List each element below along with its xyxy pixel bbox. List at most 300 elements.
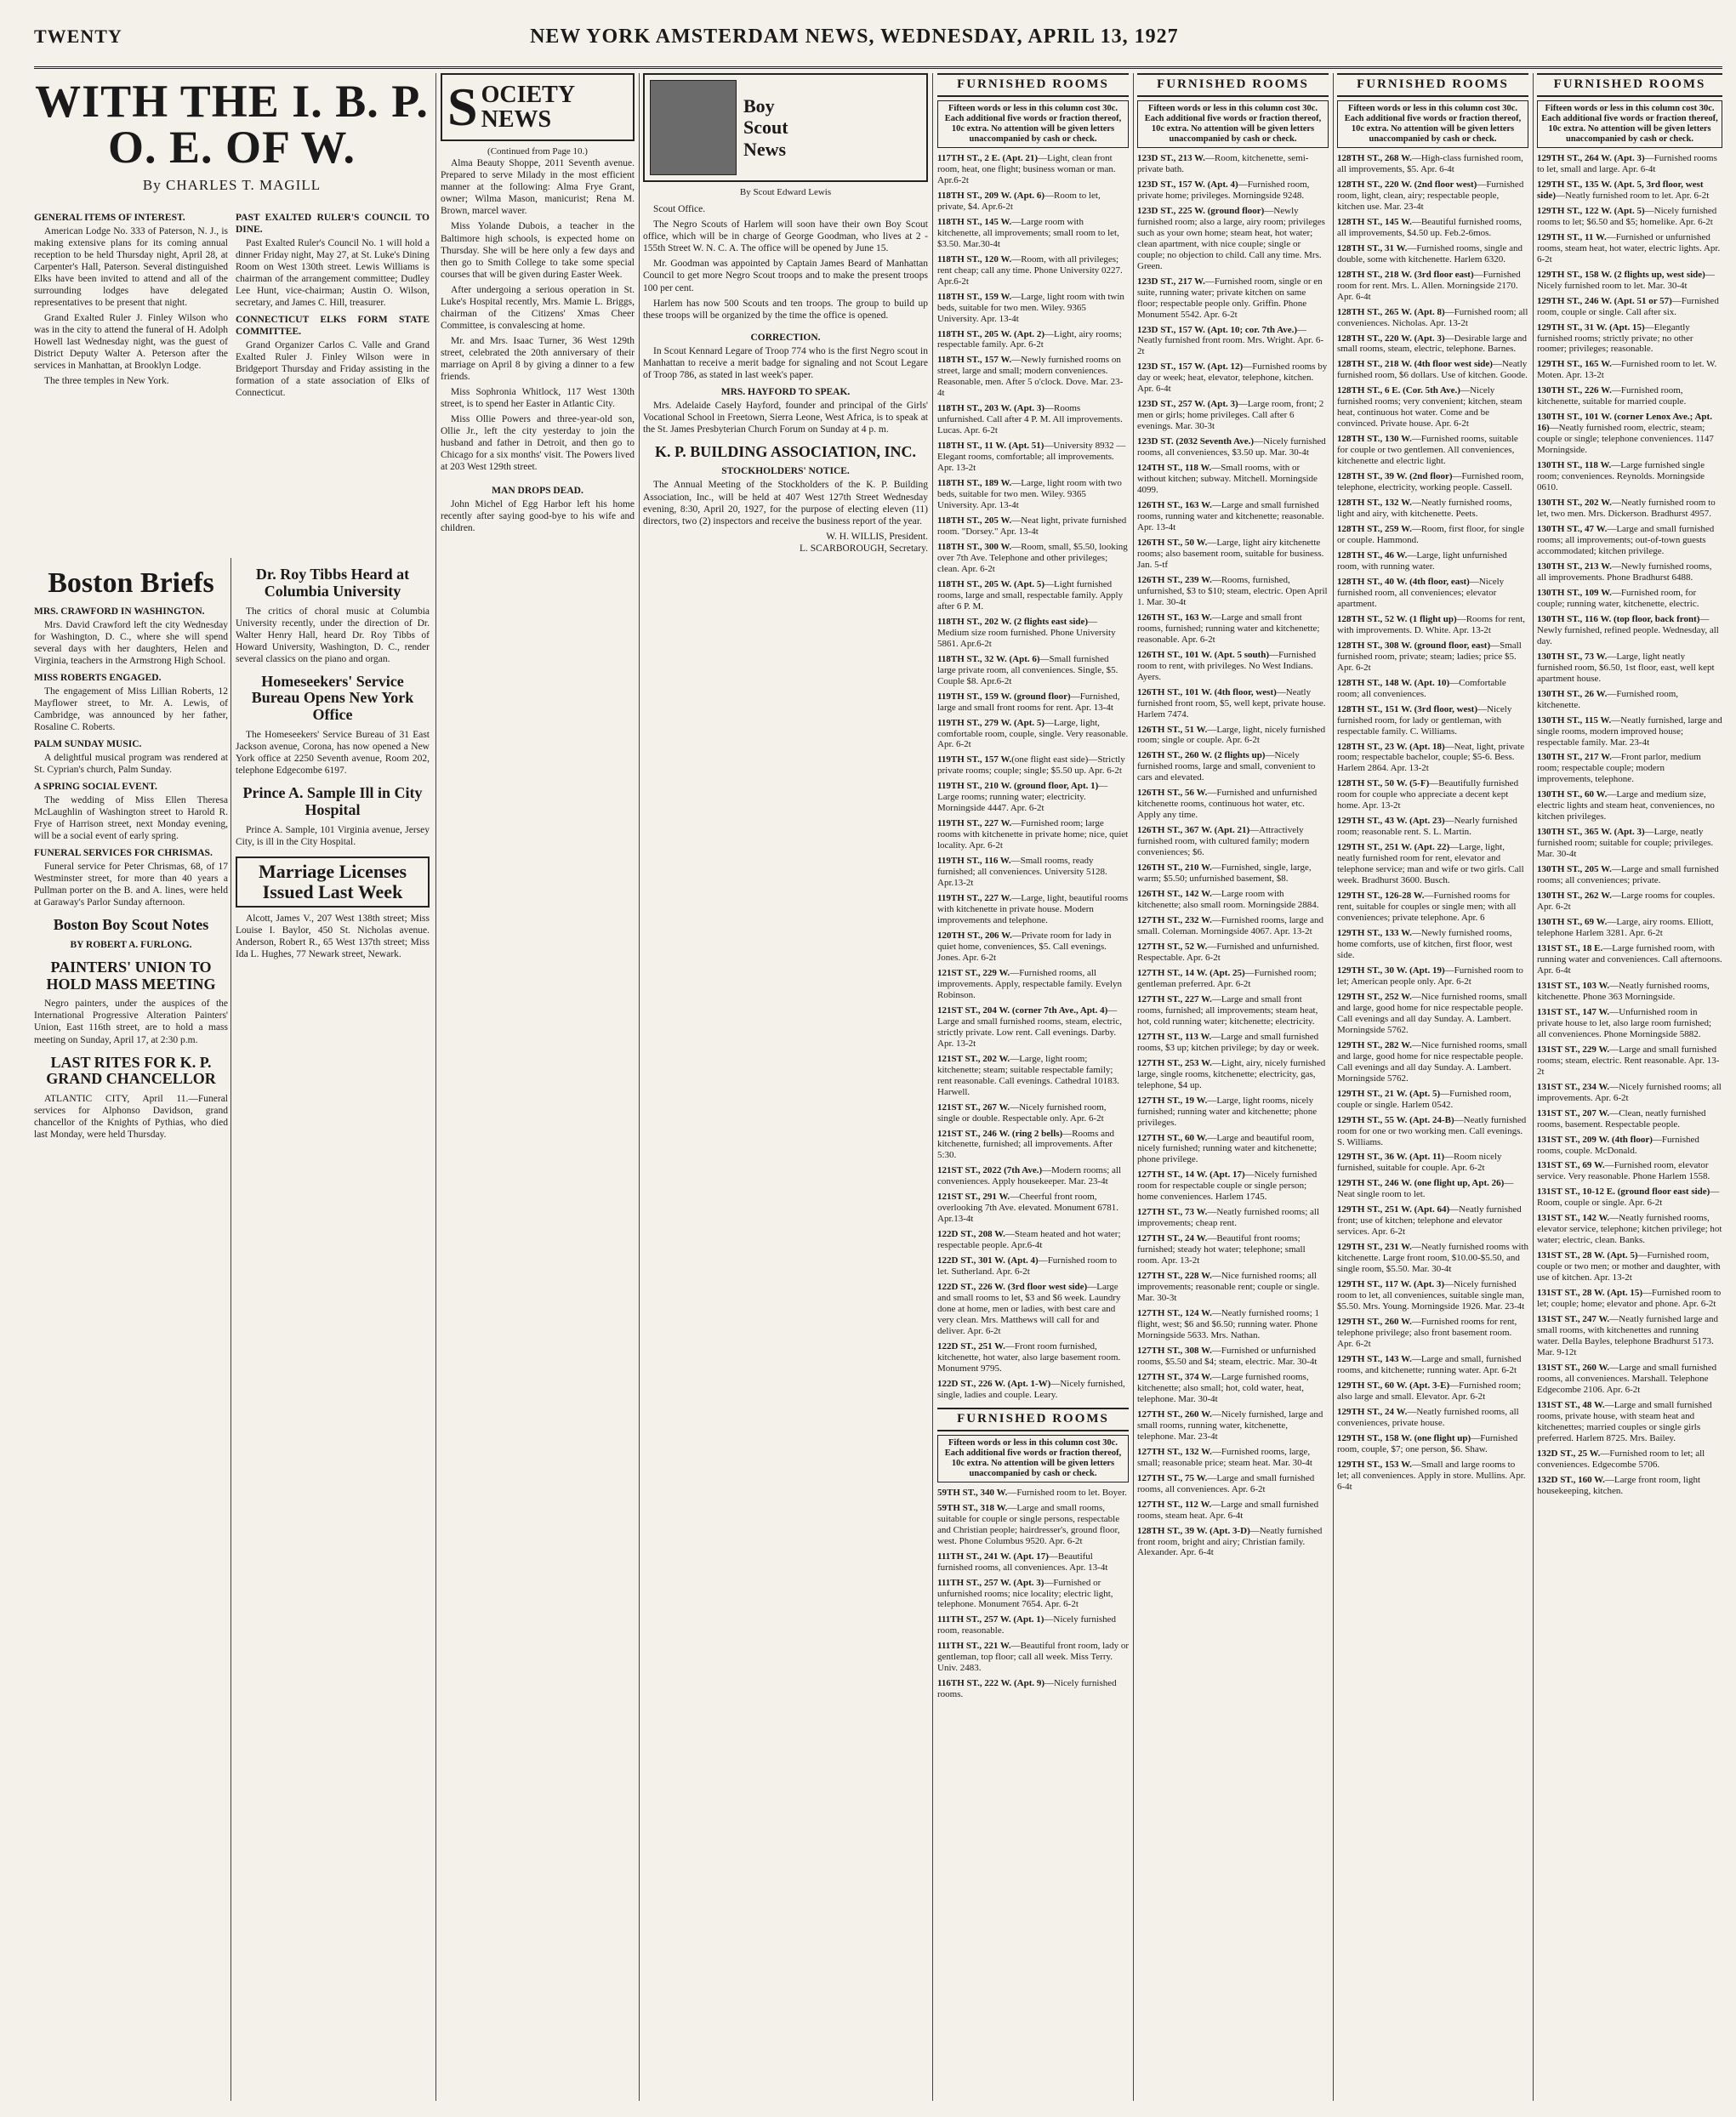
homeseekers-heading: Homeseekers' Service Bureau Opens New York Office <box>251 672 414 724</box>
classified-ad-text: —Furnished, large and small front rooms for rent. Apr. 13-4t <box>937 691 1120 713</box>
classified-ad-address: 129TH ST., 30 W. (Apt. 19) <box>1337 965 1445 976</box>
classified-ad-text: —Furnished room, for couple; running water, kitchenette, electric. <box>1537 587 1699 609</box>
classified-ad <box>937 1102 1129 1124</box>
classified-ad <box>1537 917 1722 939</box>
classified-ad-text: —Neat, light, private room; respectable bachelor, couple; $5-6. Bess. Harlem 2864. Apr. 13-2t <box>1337 741 1525 774</box>
classified-ad-address: 127TH ST., 19 W. <box>1137 1095 1208 1106</box>
sample-paragraph: Prince A. Sample, 101 Virginia avenue, Jersey City, is ill in the City Hospital. <box>236 824 430 847</box>
classified-ad-text: —Large and small front rooms, furnished; running water and kitchenette; reasonable. Apr. 6-2t <box>1137 612 1320 645</box>
classified-ad <box>1337 359 1528 381</box>
classified-ad-text: —Small furnished large private room, all conveniences. Single, $5. Couple $8. Apr.6-2t <box>937 653 1118 686</box>
classified-ad <box>1137 1500 1329 1522</box>
classified-ad <box>1537 1213 1722 1246</box>
classified-ad <box>1137 1271 1329 1304</box>
classified-ad-text: —Furnished room; all conveniences. Nicholas. Apr. 13-2t <box>1337 306 1528 328</box>
classified-ad <box>1337 307 1528 329</box>
rites-heading: LAST RITES FOR K. P. GRAND CHANCELLOR <box>46 1053 216 1088</box>
classified-ad <box>1537 1400 1722 1444</box>
classified-ad-address: 116TH ST., 222 W. (Apt. 9) <box>937 1678 1045 1689</box>
classified-ad-address: 131ST ST., 247 W. <box>1537 1314 1610 1325</box>
classified-ad-address: 122D ST., 226 W. (Apt. 1-W) <box>937 1378 1051 1389</box>
classified-ad-text: —Large and small furnished rooms, private house, with steam heat and kitchenettes; married couples or single girls preferred. Harlem 8725. Mrs. Bailey. <box>1537 1399 1712 1443</box>
classified-ad-address: 130TH ST., 118 W. <box>1537 460 1612 471</box>
classified-ad-text: —Neatly furnished room to let, two men. Mrs. Dickerson. Bradhurst 4957. <box>1537 498 1716 520</box>
classified-ad <box>1337 217 1528 239</box>
classified-ad-address: 128TH ST., 130 W. <box>1337 434 1412 445</box>
classified-ad-address: 118TH ST., 157 W. <box>937 355 1012 366</box>
classified-ad-text: —Elegantly furnished rooms; strictly private; no other roomer; privileges; reasonable. <box>1537 322 1693 355</box>
classified-ad-address: 128TH ST., 220 W. (2nd floor west) <box>1337 179 1477 190</box>
classified-ad-address: 121ST ST., 246 W. (ring 2 bells) <box>937 1128 1063 1139</box>
classified-ad-text: —Furnished room, couple or single. Call after six. <box>1537 295 1719 317</box>
classified-ad-address: 127TH ST., 132 W. <box>1137 1446 1212 1457</box>
correction-heading: CORRECTION. <box>750 332 821 343</box>
classified-ad <box>1137 1372 1329 1405</box>
classified-ad-text: —Furnished room, couple, $7; one person, $6. Shaw. <box>1337 1432 1518 1454</box>
classified-ad <box>937 718 1129 751</box>
classified-ad-text: —Furnished rooms, large, small; reasonable price; steam heat. Mar. 30-4t <box>1137 1446 1312 1468</box>
society-news-banner <box>441 73 635 141</box>
classified-ad <box>1537 1044 1722 1078</box>
elks-subhead: PAST EXALTED RULER'S COUNCIL TO DINE. <box>236 212 430 235</box>
classified-ad-text: —Nicely furnished room, reasonable. <box>937 1614 1117 1636</box>
classified-ad-text: —Nicely furnished room for respectable couple or single person; home conveniences. Harlem 1745. <box>1137 1169 1318 1203</box>
classified-ad <box>1137 994 1329 1027</box>
classified-ad-text: —Nicely furnished room to let. Mar. 30-4t <box>1537 269 1715 291</box>
classified-ad <box>1537 1363 1722 1396</box>
classified-ad-text: —Neatly furnished room for one or two working men. Call evenings. S. Williams. <box>1337 1114 1527 1147</box>
classified-ad <box>1537 943 1722 976</box>
classified-ad <box>937 754 1129 777</box>
classified-ad-address: 128TH ST., 218 W. (4th floor west side) <box>1337 359 1493 370</box>
classified-ad <box>1537 827 1722 860</box>
classified-ad-address: 121ST ST., 204 W. (corner 7th Ave., Apt. 4) <box>937 1004 1108 1016</box>
classified-ad-text: —Furnished room to let. Sutherland. Apr. 6-2t <box>937 1255 1117 1278</box>
classified-ad-address: 127TH ST., 14 W. (Apt. 17) <box>1137 1169 1245 1181</box>
classified-rates: Fifteen words or less in this column cost 30c. Each additional five words or fraction thereof, 10c extra. No attention will be given letters unaccompanied by cash or check. <box>1337 100 1528 148</box>
classified-ad-text: —Large and small furnished rooms; steam, electric. Rent reasonable. Apr. 13-2t <box>1537 1044 1720 1077</box>
classified-ad-address: 128TH ST., 259 W. <box>1337 524 1412 535</box>
classified-ad-text: —Large, light, beautiful rooms with kitchenette in private house. Modern improvements and telephone. <box>937 893 1129 926</box>
classified-ad <box>937 1488 1129 1499</box>
society-paragraph: Miss Yolande Dubois, a teacher in the Baltimore high schools, is expected home on Thursday. She will be here only a few days and then go to Smith College to take some special courses that will be given during Easter Week. <box>441 221 635 280</box>
classified-ad-address: 118TH ST., 145 W. <box>937 216 1012 227</box>
classified-ad-address: 129TH ST., 158 W. (one flight up) <box>1337 1432 1471 1443</box>
classified-ad-address: 129TH ST., 165 W. <box>1537 359 1612 370</box>
classified-ad-text: —Furnished rooms for rent, telephone privilege; also front basement room. Apr. 6-2t <box>1337 1317 1517 1349</box>
boston-scout-byline: BY ROBERT A. FURLONG. <box>70 939 192 950</box>
classified-ad-text: —Rooms for rent, with improvements. D. White. Apr. 13-2t <box>1337 613 1526 635</box>
classified-ad <box>1337 1354 1528 1376</box>
classified-ad-address: 59TH ST., 318 W. <box>937 1502 1008 1513</box>
classified-ad-text: —Attractively furnished room, with cultured family; modern conveniences; $6. <box>1137 825 1310 858</box>
classified-ad <box>1537 1187 1722 1209</box>
elks-paragraph: Grand Organizer Carlos C. Valle and Grand Exalted Ruler J. Finley Wilson were in Bridgeport Thursday and Friday assisting in the formation of a state association of Elks of Connecticut. <box>236 339 430 398</box>
classified-ad <box>1337 742 1528 775</box>
classified-ad <box>1537 588 1722 610</box>
classified-ad-address: 128TH ST., 148 W. (Apt. 10) <box>1337 677 1450 688</box>
scout-column <box>643 73 928 2101</box>
classified-ad-address: 130TH ST., 73 W. <box>1537 651 1608 662</box>
painters-heading: PAINTERS' UNION TO HOLD MASS MEETING <box>46 958 216 993</box>
boston-paragraph: Mrs. David Crawford left the city Wednesday for Washington, D. C., where she will spend several days with her daughters, Helen and Virginia, teachers in the Armstrong High School. <box>34 619 228 666</box>
classified-ad-text: —Newly furnished room; also a large, airy room; privileges such as your own home; steam heat, hot water; clean apartment, with nice couple; single or couple; no objection to child. Call any time. Mrs. Green. <box>1137 205 1325 271</box>
classified-ad <box>1337 992 1528 1036</box>
classified-ad-address: 117TH ST., 2 E. (Apt. 21) <box>937 152 1039 163</box>
classified-ad <box>1337 498 1528 520</box>
classified-ad <box>1337 153 1528 175</box>
classified-ad-address: 118TH ST., 203 W. (Apt. 3) <box>937 403 1045 414</box>
classified-ad-text: —Furnished room; large rooms with kitchenette in private home; nice, quiet locality. Apr. 6-2t <box>937 818 1129 851</box>
classified-ad-text: —Large front room, light housekeeping, kitchen. <box>1537 1474 1701 1496</box>
classified-ad <box>1137 750 1329 783</box>
classified-ad-text: —Large, light unfurnished room, with running water. <box>1337 549 1507 572</box>
classified-ad <box>937 893 1129 926</box>
classified-ad <box>1537 524 1722 557</box>
classified-ad-address: 129TH ST., 36 W. (Apt. 11) <box>1337 1152 1445 1163</box>
masthead-title: NEW YORK AMSTERDAM NEWS, WEDNESDAY, APRIL 13, 1927 <box>530 26 1179 48</box>
classified-ad-text: —Furnished room to let; couple; home; elevator and phone. Apr. 6-2t <box>1537 1288 1722 1310</box>
classified-ad-text: —Beautiful front room, lady or gentleman, top floor; call all week. Miss Terry. Univ. 2483. <box>937 1641 1129 1674</box>
classified-ad-address: 130TH ST., 217 W. <box>1537 752 1612 763</box>
classified-ad-address: 127TH ST., 75 W. <box>1137 1472 1208 1483</box>
society-column <box>441 73 635 2101</box>
classified-ad <box>937 254 1129 287</box>
classified-ad-text: —Furnished rooms, couple. McDonald. <box>1537 1134 1699 1156</box>
classified-ad <box>1137 399 1329 432</box>
classified-ad-address: 126TH ST., 50 W. <box>1137 537 1208 548</box>
classified-ad <box>1337 270 1528 303</box>
classified-ad <box>1537 206 1722 228</box>
classified-ad <box>1537 789 1722 822</box>
classified-ad-address: 130TH ST., 101 W. (corner Lenox Ave.; Apt. 16) <box>1537 412 1712 434</box>
homeseekers-paragraph: The Homeseekers' Service Bureau of 31 East Jackson avenue, Corona, has now opened a New York office at 2250 Seventh avenue, Room 202, telephone Edgecombe 6197. <box>236 730 430 777</box>
classified-heading: FURNISHED ROOMS <box>1137 73 1329 97</box>
classified-ad-text: —Large, light airy kitchenette rooms; also basement room, suitable for business. Jan. 5-tf <box>1137 537 1324 570</box>
classified-ad-address: 129TH ST., 31 W. (Apt. 15) <box>1537 322 1645 333</box>
classified-ad <box>1137 825 1329 858</box>
classified-ad-text: —Modern rooms; all conveniences. Apply housekeeper. Mar. 23-4t <box>937 1165 1122 1187</box>
classified-ad <box>1337 1433 1528 1455</box>
classified-ad-text: —Furnished room to let. Boyer. <box>1007 1487 1127 1498</box>
classified-ad-text: —Beautiful furnished rooms, all improvements, $4.50 up. Feb.2-6mos. <box>1337 216 1523 238</box>
classified-ad-address: 130TH ST., 47 W. <box>1537 524 1608 535</box>
classified-ad-address: 130TH ST., 205 W. <box>1537 864 1612 875</box>
classified-ad-text: —Neatly furnished front room. Mrs. Wright. Apr. 6-2t <box>1137 324 1324 357</box>
classified-ad-text: —Neatly furnished rooms, all conveniences, private house. <box>1337 1406 1519 1428</box>
classified-ad-text: —Nicely furnished room, all conveniences; elevator apartment. <box>1337 576 1505 609</box>
classified-ad <box>937 292 1129 325</box>
classified-ad-text: —Large room, front; 2 men or girls; home privileges. Call after 6 evenings. Mar. 30-3t <box>1137 399 1324 432</box>
man-drops-dead-heading: MAN DROPS DEAD. <box>492 485 583 496</box>
classified-ad <box>937 818 1129 851</box>
classified-rates: Fifteen words or less in this column cost 30c. Each additional five words or fraction thereof, 10c extra. No attention will be given letters unaccompanied by cash or check. <box>1537 100 1722 148</box>
classified-ad-text: —Large, airy rooms. Elliott, telephone Harlem 3281. Apr. 6-2t <box>1537 917 1714 939</box>
classified-ad-text: —Large rooms for couples. Apr. 6-2t <box>1537 891 1716 913</box>
classified-ad <box>937 1614 1129 1636</box>
classified-ad <box>1337 816 1528 838</box>
classified-ad-address: 123D ST., 157 W. (Apt. 12) <box>1137 361 1244 373</box>
classified-ad <box>1337 524 1528 546</box>
classified-ad-text: —Unfurnished room in private house to let, also large room furnished; all conveniences. Phone Morningside 5882. <box>1537 1006 1712 1039</box>
classified-ad-address: 130TH ST., 202 W. <box>1537 498 1612 509</box>
classified-ad <box>1537 891 1722 913</box>
classified-ad-text: —Large and small furnished rooms; all conveniences; private. <box>1537 864 1719 886</box>
classified-ad <box>937 1641 1129 1674</box>
hayford-paragraph: Mrs. Adelaide Casely Hayford, founder and principal of the Girls' Vocational School in Freetown, Sierra Leone, West Africa, is to speak at the St. James Presbyterian Church Forum on Sunday at 4 p. m. <box>643 400 928 435</box>
elks-subhead: GENERAL ITEMS OF INTEREST. <box>34 212 185 223</box>
classified-ad-text: —Neatly furnished rooms, kitchenette. Phone 363 Morningside. <box>1537 980 1710 1002</box>
elks-banner: WITH THE I. B. P. O. E. OF W. <box>35 76 429 173</box>
classified-ad-text: —Furnished room, telephone, electricity, working people. Cassell. <box>1337 471 1524 493</box>
classified-ad <box>1337 1279 1528 1312</box>
classified-ad-address: 129TH ST., 231 W. <box>1337 1242 1412 1253</box>
classified-ad-address: 131ST ST., 28 W. (Apt. 5) <box>1537 1250 1638 1261</box>
classified-ad-text: —Furnished room, kitchenette, suitable for married couple. <box>1537 385 1687 407</box>
classified-ad-address: 127TH ST., 52 W. <box>1137 941 1208 952</box>
classified-ad <box>1537 715 1722 748</box>
classified-ad <box>1337 1040 1528 1084</box>
classified-ad-address: 129TH ST., 143 W. <box>1337 1353 1412 1364</box>
classified-ad-address: 124TH ST., 118 W. <box>1137 463 1212 474</box>
classified-ad-address: 127TH ST., 260 W. <box>1137 1408 1212 1420</box>
classified-ad <box>1137 500 1329 533</box>
classified-ad <box>1537 1314 1722 1358</box>
classified-ad-text: —Newly furnished rooms on street, large and small; modern conveniences. Reasonable, men. After 5 o'clock. Dove. Mar. 23-4t <box>937 355 1124 399</box>
classified-ad-text: —Nicely furnished, large and small rooms, running water, kitchenette, telephone. Mar. 23-4t <box>1137 1408 1323 1442</box>
boston-briefs-heading: Boston Briefs <box>48 567 214 599</box>
classified-ad-text: —Large and small furnished rooms, all conveniences. Apr. 6-2t <box>1137 1472 1315 1494</box>
classified-ad-address: 118TH ST., 209 W. (Apt. 6) <box>937 190 1045 201</box>
classified-ad-address: 130TH ST., 262 W. <box>1537 891 1612 902</box>
classified-ad <box>1537 1475 1722 1497</box>
classified-ad-text: —Furnished room, single or en suite, running water; private kitchen on same floor; respectable people only. Griffin. Phone Monument 5542. Apr. 6-2t <box>1137 276 1323 320</box>
classified-ad <box>1337 614 1528 636</box>
news-column-2 <box>236 558 430 2101</box>
classified-ad-address: 128TH ST., 39 W. (2nd floor) <box>1337 471 1453 482</box>
boston-paragraph: A delightful musical program was rendered at St. Cyprian's church, Palm Sunday. <box>34 752 228 775</box>
classified-ad-text: —Clean, neatly furnished rooms, basement. Respectable people. <box>1537 1107 1706 1130</box>
classified-ad-text: —Nicely furnished rooms; very convenient; kitchen, steam heat, continuous hot water. Come and be convinced. Private house. Apr. 6-2t <box>1337 385 1523 430</box>
classified-ad-text: —Nicely furnished rooms, all conveniences, $3.50 up. Mar. 30-4t <box>1137 436 1326 458</box>
classified-ad <box>1137 1169 1329 1203</box>
classified-ad-address: 127TH ST., 374 W. <box>1137 1371 1212 1382</box>
classified-ad-text: —Large furnished single room; conveniences. Reynolds. Morningside 0610. <box>1537 460 1705 493</box>
classified-ad <box>1337 1317 1528 1350</box>
classified-ad-address: 129TH ST., 251 W. (Apt. 64) <box>1337 1204 1450 1215</box>
classified-ad-address: 127TH ST., 24 W. <box>1137 1233 1208 1244</box>
classified-ad-text: —Nice furnished rooms; all improvements; reasonable rent; couple or single. Mar. 30-3t <box>1137 1271 1320 1304</box>
classified-ad-text: —Large furnished room, with running water and conveniences. Call afternoons. Apr. 6-4t <box>1537 943 1722 976</box>
classified-ad <box>1537 752 1722 785</box>
classified-ad-address: 118TH ST., 202 W. (2 flights east side) <box>937 616 1089 627</box>
classified-ad <box>937 1054 1129 1098</box>
tibbs-heading: Dr. Roy Tibbs Heard at Columbia University <box>255 566 410 600</box>
marriage-paragraph: Alcott, James V., 207 West 138th street; Miss Louise I. Baylor, 450 St. Nicholas avenue. Anderson, Robert R., 65 West 137th street; Miss Ida L. Hughes, 77 Newark street, Newark. <box>236 913 430 960</box>
classified-ad-text: —Furnished or unfurnished rooms, steam heat, hot water, electric lights. Apr. 6-2t <box>1537 231 1721 265</box>
classified-ad <box>937 1192 1129 1225</box>
classified-ad-text: —Large, light room; kitchenette; steam; suitable respectable family; rent reasonable. Call evenings. Cathedral 10183. Harwell. <box>937 1053 1119 1097</box>
classified-ad-address: 122D ST., 251 W. <box>937 1340 1005 1352</box>
classified-ad-address: 119TH ST., 157 W. <box>937 754 1012 765</box>
classified-ad-text: —Large rooms; running water; electricity. Morningside 4447. Apr. 6-2t <box>937 781 1108 814</box>
man-drops-dead-paragraph: John Michel of Egg Harbor left his home recently after saying good-bye to his wife and children. <box>441 498 635 533</box>
classified-ad <box>1537 689 1722 711</box>
classified-ad <box>1137 179 1329 202</box>
classified-ad <box>1137 206 1329 272</box>
classified-ad-text: —Large, light rooms, nicely furnished; running water and kitchenette; phone privileges. <box>1137 1095 1318 1128</box>
scout-paragraph: The Negro Scouts of Harlem will soon have their own Boy Scout office, which will be in charge of George Goodman, who lives at 2 - 155th Street W. N. C. A. The office will be opened by June 15. <box>643 219 928 254</box>
classified-ad <box>1137 436 1329 458</box>
classified-ad <box>1337 928 1528 961</box>
classified-ad-address: 121ST ST., 202 W. <box>937 1053 1010 1064</box>
classified-ad-text: —Furnished room, kitchenette. <box>1537 688 1679 710</box>
classified-ad-address: 127TH ST., 112 W. <box>1137 1499 1212 1510</box>
classified-ad-text: —Beautifully furnished room for couple who appreciate a decent kept home. Apr. 13-2t <box>1337 778 1519 811</box>
classified-ad <box>937 1341 1129 1374</box>
classified-ad-address: 126TH ST., 163 W. <box>1137 500 1212 511</box>
classified-ad <box>1337 385 1528 430</box>
classified-ad <box>1537 322 1722 356</box>
classified-ad-text: —Rooms unfurnished. Call after 4 P. M. All improvements. Lucas. Apr. 6-2t <box>937 403 1123 436</box>
classified-ad <box>1337 1460 1528 1493</box>
classified-ad <box>1337 1178 1528 1200</box>
classified-ad-text: —Light, airy rooms; respectable family. Apr. 6-2t <box>937 328 1122 350</box>
classified-ad-address: 129TH ST., 21 W. (Apt. 5) <box>1337 1088 1441 1099</box>
classified-ad <box>1137 1409 1329 1443</box>
classified-ad <box>1337 1089 1528 1111</box>
classified-ad-text: —Nicely furnished room to let, all conveniences, suitable single man, $5.50. Mrs. Young. Morningside 1926. Mar. 23-4t <box>1337 1279 1525 1312</box>
classified-ad-address: 132D ST., 160 W. <box>1537 1474 1605 1485</box>
classified-ad-address: 126TH ST., 260 W. (2 flights up) <box>1137 750 1266 761</box>
classified-ad <box>1137 942 1329 964</box>
classified-ad-address: 122D ST., 208 W. <box>937 1229 1005 1240</box>
boston-subhead: MRS. CRAWFORD IN WASHINGTON. <box>34 606 205 617</box>
classified-ad <box>1137 575 1329 608</box>
classified-ad-text: —Cheerful front room, overlooking 7th Ave. elevated. Monument 6781. Apr.13-4t <box>937 1192 1119 1225</box>
society-paragraph: Miss Ollie Powers and three-year-old son, Ollie Jr., left the city yesterday to join the husband and father in Detroit, and then go to Chicago for a six months' visit. The Powers lived at 203 West 129th street. <box>441 413 635 472</box>
classified-ad-text: —Room, kitchenette, semi-private bath. <box>1137 152 1309 174</box>
classified-ad-address: 129TH ST., 158 W. (2 flights up, west side) <box>1537 269 1705 280</box>
page-number: TWENTY <box>34 26 122 47</box>
classified-ad <box>937 1255 1129 1278</box>
classified-ad-address: 132D ST., 25 W. <box>1537 1448 1601 1459</box>
classified-ad-address: 130TH ST., 69 W. <box>1537 917 1608 928</box>
boston-subhead: A SPRING SOCIAL EVENT. <box>34 781 157 792</box>
classified-ad <box>1137 1308 1329 1341</box>
classified-ad <box>1137 1233 1329 1266</box>
classified-ad <box>1337 243 1528 265</box>
elks-byline: By CHARLES T. MAGILL <box>142 177 322 193</box>
elks-paragraph: American Lodge No. 333 of Paterson, N. J., is making extensive plans for its coming annual reception to be held Thursday night, April 28, at Carpenter's Hall, Paterson. Several distinguished Elks have been invited to attend and all of the surrounding lodges have delegated representatives to be present that night. <box>34 225 228 308</box>
classified-ad-text: —Neatly furnished room, electric, steam; couple or single; telephone conveniences. 1147 Morningside. <box>1537 423 1714 456</box>
classified-ad-text: —Furnished or unfurnished rooms; nice locality; electric light, telephone. Monument 7654. Apr. 6-2t <box>937 1577 1113 1610</box>
classified-ad-text: —Small rooms, ready furnished; all conveniences. University 5128. Apr.13-2t <box>937 856 1107 889</box>
classified-ad-text: —University 8932 — Elegant rooms, comfortable; all improvements. Apr. 13-2t <box>937 441 1126 474</box>
classified-ad <box>937 542 1129 575</box>
classified-ad <box>1337 1380 1528 1403</box>
classified-ad-address: 121ST ST., 267 W. <box>937 1101 1010 1113</box>
society-paragraph: After undergoing a serious operation in St. Luke's Hospital recently, Mrs. Mamie L. Briggs, chairman of the Citizens' Xmas Cheer Committee, is convalescing at home. <box>441 284 635 331</box>
classified-ad-text: —Furnished rooms, all improvements. Apply, respectable family. Evelyn Robinson. <box>937 967 1122 1000</box>
classified-column-2 <box>1137 73 1329 2101</box>
classified-ad <box>1137 325 1329 358</box>
classified-ad-text: —Furnished rooms, large and small. Coleman. Morningside 4067. Apr. 13-2t <box>1137 915 1323 936</box>
classified-ad <box>937 403 1129 436</box>
rites-paragraph: ATLANTIC CITY, April 11.—Funeral services for Alphonso Davidson, grand chancellor of the Knights of Pythias, who died last Monday, were held Thursday. <box>34 1094 228 1141</box>
classified-ad <box>937 1578 1129 1611</box>
scout-byline: By Scout Edward Lewis <box>739 187 832 197</box>
classified-ad <box>1337 471 1528 493</box>
classified-ad <box>1337 678 1528 700</box>
society-title-1: OCIETY <box>481 81 576 108</box>
classified-ad <box>1137 1447 1329 1469</box>
classified-ad-address: 121ST ST., 2022 (7th Ave.) <box>937 1165 1043 1176</box>
classified-ad-text: —Large, light room with two beds, suitable for two men. Wiley. 9365 University. Apr. 13-4t <box>937 478 1122 511</box>
classified-ad <box>1137 862 1329 885</box>
classified-ad <box>1337 434 1528 467</box>
boston-subhead: FUNERAL SERVICES FOR CHRISMAS. <box>34 847 213 858</box>
classified-ad-address: 126TH ST., 51 W. <box>1137 724 1208 735</box>
classified-ad-address: 123D ST., 157 W. (Apt. 10; cor. 7th Ave.) <box>1137 324 1298 335</box>
classified-ad-address: 131ST ST., 69 W. <box>1537 1160 1605 1171</box>
classified-ad-text: —Furnished room, light, clean, airy; respectable people, kitchen use. Mar. 23-4t <box>1337 179 1524 212</box>
society-paragraph: Alma Beauty Shoppe, 2011 Seventh avenue. Prepared to serve Milady in the most efficient manner at the following: Alma Frye Grant, owner; Wilma Mason, manicurist; Rena M. Brown, marcel waver. <box>441 158 635 217</box>
boston-subhead: PALM SUNDAY MUSIC. <box>34 738 142 749</box>
classified-ad-address: 127TH ST., 124 W. <box>1137 1308 1212 1319</box>
classified-ad-address: 126TH ST., 210 W. <box>1137 862 1212 874</box>
classified-ad <box>1537 1108 1722 1130</box>
classified-ad <box>1537 179 1722 202</box>
classified-ad-text: —Neatly furnished rooms, elevator service, telephone; kitchen privilege; hot water; electric, clean. Banks. <box>1537 1213 1722 1246</box>
classified-ad-text: —Neat single room to let. <box>1337 1178 1514 1200</box>
classified-ad-text: —Large furnished rooms, kitchenette; also small; hot, cold water, heat, telephone. Mar. 30-4t <box>1137 1371 1309 1404</box>
classified-ad <box>1137 463 1329 496</box>
society-paragraph: Miss Sophronia Whitlock, 117 West 130th street, is to spend her Easter in Atlantic City. <box>441 386 635 409</box>
kp-heading: K. P. BUILDING ASSOCIATION, INC. <box>654 442 917 460</box>
classified-ad <box>937 1229 1129 1251</box>
classified-ad-address: 118TH ST., 300 W. <box>937 541 1012 552</box>
classified-ad-address: 126TH ST., 142 W. <box>1137 889 1212 900</box>
classified-ad-text: —Small and large rooms to let; all conveniences. Apply in store. Mullins. Apr. 6-4t <box>1337 1459 1526 1492</box>
classified-ad <box>1337 1152 1528 1174</box>
classified-ad <box>937 1005 1129 1050</box>
masthead <box>34 26 1722 69</box>
classified-ad-address: 128TH ST., 265 W. (Apt. 8) <box>1337 306 1445 317</box>
kp-paragraph: The Annual Meeting of the Stockholders of the K. P. Building Association, Inc., will be held at 407 West 127th Street Wednesday evening, 8:30, April 20, 1927, for the purpose of electing eleven (11) directors, two (2) inspectors and receive the business report of the year. <box>643 480 928 526</box>
society-continued: (Continued from Page 10.) <box>487 146 588 156</box>
classified-ad-address: 123D ST., 225 W. (ground floor) <box>1137 205 1265 216</box>
classified-ad-address: 118TH ST., 159 W. <box>937 291 1012 302</box>
classified-ad-text: —Large and small furnished rooms, all conveniences. Marshall. Telephone Edgecombe 2106. Apr. 6-2t <box>1537 1362 1717 1395</box>
classified-ad-address: 130TH ST., 226 W. <box>1537 385 1612 396</box>
classified-ad-text: —Large, neatly furnished room; suitable for couple; privileges. Mar. 30-4t <box>1537 827 1714 860</box>
classified-ad <box>1337 1407 1528 1429</box>
classified-ad <box>1537 614 1722 647</box>
classified-heading: FURNISHED ROOMS <box>937 1408 1129 1431</box>
classified-heading: FURNISHED ROOMS <box>1537 73 1722 97</box>
classified-ad-address: 119TH ST., 210 W. (ground floor, Apt. 1) <box>937 781 1099 792</box>
classified-ad-text: —Furnished room; also large and small. Elevator. Apr. 6-2t <box>1337 1380 1522 1402</box>
classified-ad-address: 128TH ST., 308 W. (ground floor, east) <box>1337 640 1491 651</box>
classified-ad-address: 121ST ST., 291 W. <box>937 1192 1010 1203</box>
classified-ad-text: —Rooms, furnished, unfurnished, $3 to $10; steam, electric. Open April 1. Mar. 30-4t <box>1137 574 1328 607</box>
classified-ad-address: 122D ST., 301 W. (Apt. 4) <box>937 1255 1039 1266</box>
classified-ad-address: 127TH ST., 113 W. <box>1137 1031 1212 1042</box>
classified-ad-text: —Large, light neatly furnished room, $6.50, 1st floor, east, well kept apartment house. <box>1537 651 1715 684</box>
classified-ad <box>937 478 1129 511</box>
classified-rates: Fifteen words or less in this column cost 30c. Each additional five words or fraction thereof, 10c extra. No attention will be given letters unaccompanied by cash or check. <box>937 100 1129 148</box>
